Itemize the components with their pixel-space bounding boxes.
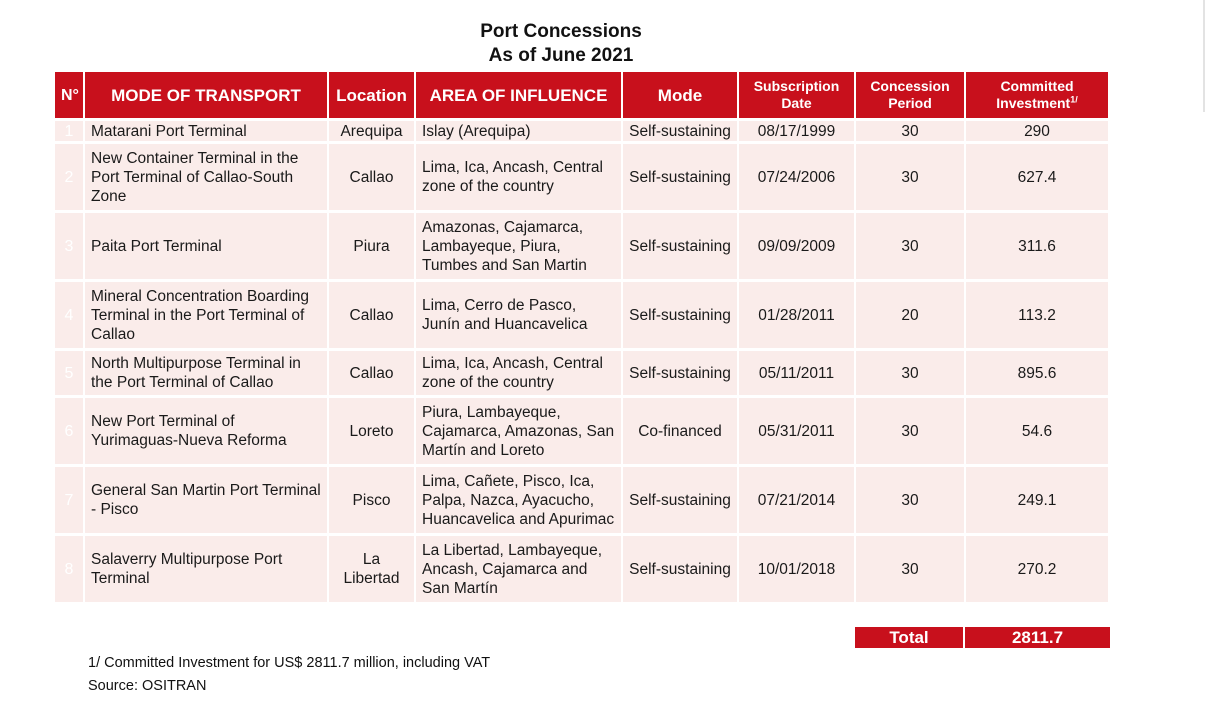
concession-period-cell: 30 [856, 351, 966, 398]
concession-period-cell: 30 [856, 536, 966, 605]
header-mode-of-transport: MODE OF TRANSPORT [85, 72, 329, 121]
committed-investment-cell: 270.2 [966, 536, 1110, 605]
committed-investment-cell: 54.6 [966, 398, 1110, 467]
committed-investment-cell: 113.2 [966, 282, 1110, 351]
subscription-date-cell: 01/28/2011 [739, 282, 856, 351]
area-of-influence-cell: Lima, Ica, Ancash, Central zone of the country [416, 144, 623, 213]
table-row [55, 536, 1110, 605]
mode-of-transport-cell: Paita Port Terminal [85, 213, 329, 282]
subscription-date-cell: 08/17/1999 [739, 121, 856, 144]
table-row [55, 121, 1110, 144]
area-of-influence-cell: Lima, Cañete, Pisco, Ica, Palpa, Nazca, Ayacucho, Huancavelica and Apurimac [416, 467, 623, 536]
subscription-date-cell: 07/21/2014 [739, 467, 856, 536]
row-number: 4 [55, 282, 85, 351]
concession-period-cell: 30 [856, 213, 966, 282]
location-cell: Callao [329, 351, 416, 398]
mode-of-transport-cell: Salaverry Multipurpose Port Terminal [85, 536, 329, 605]
row-number: 1 [55, 121, 85, 144]
area-of-influence-cell: Amazonas, Cajamarca, Lambayeque, Piura, Tumbes and San Martin [416, 213, 623, 282]
footnote: 1/ Committed Investment for US$ 2811.7 million, including VAT [88, 655, 491, 671]
table-body [55, 121, 1110, 605]
row-number: 5 [55, 351, 85, 398]
committed-investment-cell: 311.6 [966, 213, 1110, 282]
mode-cell: Self-sustaining [623, 121, 739, 144]
total-label: Total [855, 627, 963, 648]
row-number: 2 [55, 144, 85, 213]
concession-period-cell: 30 [856, 467, 966, 536]
mode-cell: Self-sustaining [623, 282, 739, 351]
row-number: 7 [55, 467, 85, 536]
subscription-date-cell: 10/01/2018 [739, 536, 856, 605]
committed-investment-cell: 895.6 [966, 351, 1110, 398]
page-subtitle: As of June 2021 [488, 45, 634, 66]
header-location: Location [329, 72, 416, 121]
header-committed-investment [966, 72, 1110, 121]
mode-cell: Co-financed [623, 398, 739, 467]
area-of-influence-cell: Lima, Cerro de Pasco, Junín and Huancavelica [416, 282, 623, 351]
page-edge-rule [1203, 0, 1205, 112]
concession-period-cell: 30 [856, 144, 966, 213]
committed-investment-cell: 249.1 [966, 467, 1110, 536]
area-of-influence-cell: Islay (Arequipa) [416, 121, 623, 144]
source-note: Source: OSITRAN [88, 678, 207, 694]
mode-of-transport-cell: New Container Terminal in the Port Terminal of Callao-South Zone [85, 144, 329, 213]
header-mode: Mode [623, 72, 739, 121]
mode-cell: Self-sustaining [623, 467, 739, 536]
header-number: N° [55, 72, 85, 121]
concession-period-cell: 30 [856, 121, 966, 144]
table-header-row [55, 72, 1110, 121]
mode-of-transport-cell: General San Martin Port Terminal - Pisco [85, 467, 329, 536]
area-of-influence-cell: La Libertad, Lambayeque, Ancash, Cajamarca and San Martín [416, 536, 623, 605]
concession-period-cell: 30 [856, 398, 966, 467]
table-row [55, 467, 1110, 536]
location-cell: Pisco [329, 467, 416, 536]
concession-period-cell: 20 [856, 282, 966, 351]
port-concessions-table [55, 72, 1110, 605]
row-number: 8 [55, 536, 85, 605]
mode-cell: Self-sustaining [623, 213, 739, 282]
mode-of-transport-cell: New Port Terminal of Yurimaguas-Nueva Reforma [85, 398, 329, 467]
table-row [55, 282, 1110, 351]
location-cell: La Libertad [329, 536, 416, 605]
location-cell: Callao [329, 144, 416, 213]
mode-of-transport-cell: North Multipurpose Terminal in the Port Terminal of Callao [85, 351, 329, 398]
subscription-date-cell: 05/31/2011 [739, 398, 856, 467]
location-cell: Arequipa [329, 121, 416, 144]
header-concession-period: Concession Period [856, 72, 966, 121]
mode-cell: Self-sustaining [623, 351, 739, 398]
header-area-of-influence: AREA OF INFLUENCE [416, 72, 623, 121]
area-of-influence-cell: Piura, Lambayeque, Cajamarca, Amazonas, San Martín and Loreto [416, 398, 623, 467]
location-cell: Loreto [329, 398, 416, 467]
table-row [55, 398, 1110, 467]
table-row [55, 351, 1110, 398]
page-title-block [380, 20, 742, 68]
row-number: 6 [55, 398, 85, 467]
committed-investment-cell: 627.4 [966, 144, 1110, 213]
committed-investment-cell: 290 [966, 121, 1110, 144]
area-of-influence-cell: Lima, Ica, Ancash, Central zone of the country [416, 351, 623, 398]
location-cell: Piura [329, 213, 416, 282]
subscription-date-cell: 09/09/2009 [739, 213, 856, 282]
mode-of-transport-cell: Mineral Concentration Boarding Terminal in the Port Terminal of Callao [85, 282, 329, 351]
page-title: Port Concessions [480, 21, 642, 42]
footnote-marker: 1/ [1070, 94, 1078, 105]
subscription-date-cell: 05/11/2011 [739, 351, 856, 398]
total-value: 2811.7 [965, 627, 1110, 648]
mode-cell: Self-sustaining [623, 144, 739, 213]
header-subscription-date: Subscription Date [739, 72, 856, 121]
mode-cell: Self-sustaining [623, 536, 739, 605]
location-cell: Callao [329, 282, 416, 351]
row-number: 3 [55, 213, 85, 282]
table-row [55, 144, 1110, 213]
table-row [55, 213, 1110, 282]
subscription-date-cell: 07/24/2006 [739, 144, 856, 213]
header-committed-investment-label: Committed Investment [996, 78, 1074, 111]
mode-of-transport-cell: Matarani Port Terminal [85, 121, 329, 144]
